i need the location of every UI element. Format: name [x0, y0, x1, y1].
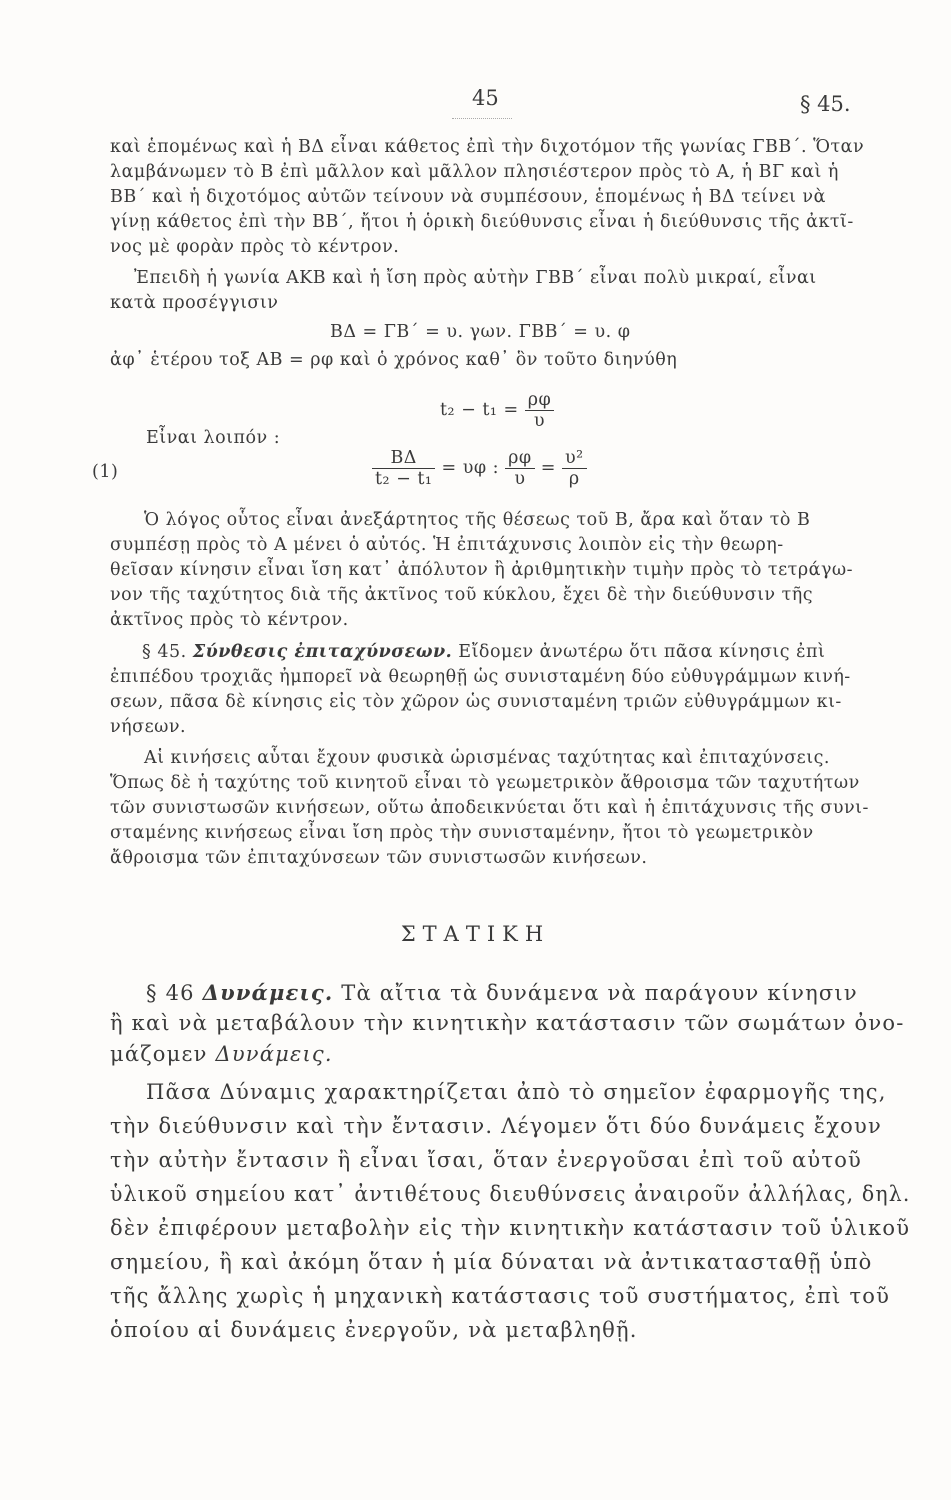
equation-label: (1): [92, 462, 119, 482]
page-number: 45: [472, 86, 499, 110]
term-italic: Δυνάμεις.: [215, 1042, 333, 1066]
text-line: τῆς ἄλλης χωρὶς ἡ μηχανικὴ κατάστασις τοῦ συστήματος, ἐπὶ τοῦ: [110, 1284, 891, 1308]
fraction: [525, 390, 555, 431]
text-line: τὴν αὐτὴν ἔντασιν ἢ εἶναι ἴσαι, ὅταν ἐνεργοῦσαι ἐπὶ τοῦ αὐτοῦ: [110, 1148, 863, 1172]
text-line: γίνῃ κάθετος ἐπὶ τὴν ΒΒ΄, ἤτοι ἡ ὁρικὴ διεύθυνσις εἶναι ἡ διεύθυνσις τῆς ἀκτῖ-: [110, 212, 854, 232]
text-line: ἄθροισμα τῶν ἐπιταχύνσεων τῶν συνιστωσῶν κινήσεων.: [110, 848, 648, 868]
text-line: δὲν ἐπιφέρουν μεταβολὴν εἰς τὴν κινητικὴν κατάστασιν τοῦ ὑλικοῦ: [110, 1216, 911, 1240]
text-line: ἐπιπέδου τροχιᾶς ἠμπορεῖ νὰ θεωρηθῇ ὡς συνισταμένη δύο εὐθυγράμμων κινή-: [110, 667, 851, 687]
fraction-numerator: ρφ: [505, 448, 535, 469]
text-line: νήσεων.: [110, 717, 187, 737]
text-line: καὶ ἑπομένως καὶ ἡ ΒΔ εἶναι κάθετος ἐπὶ τὴν διχοτόμον τῆς γωνίας ΓΒΒ΄. Ὅταν: [110, 137, 865, 157]
section-46-first-line: [146, 980, 858, 1005]
equation-operator: =: [540, 458, 556, 478]
equation-2: [440, 390, 554, 431]
fraction-denominator: t₂ − t₁: [375, 469, 433, 489]
section-number: § 45.: [142, 642, 187, 662]
text-line: τὴν διεύθυνσιν καὶ τὴν ἔντασιν. Λέγομεν ὅτι δύο δυνάμεις ἔχουν: [110, 1114, 882, 1138]
section-title: Δυνάμεις.: [202, 980, 334, 1005]
text-line: Ὁ λόγος οὗτος εἶναι ἀνεξάρτητος τῆς θέσεως τοῦ Β, ἄρα καὶ ὅταν τὸ Β: [144, 510, 811, 530]
equation-operator: = υφ :: [441, 458, 500, 478]
text-span: Εἴδομεν ἀνωτέρω ὅτι πᾶσα κίνησις ἐπὶ: [458, 642, 826, 662]
text-line: λαμβάνωμεν τὸ Β ἐπὶ μᾶλλον καὶ μᾶλλον πλησιέστερον πρὸς τὸ Α, ἡ ΒΓ καὶ ἡ: [110, 162, 839, 182]
text-line: σημείου, ἢ καὶ ἀκόμη ὅταν ἡ μία δύναται νὰ ἀντικατασταθῇ ὑπὸ: [110, 1250, 873, 1274]
text-line: Εἶναι λοιπόν :: [146, 428, 281, 448]
text-line: συμπέσῃ πρὸς τὸ Α μένει ὁ αὐτός. Ἡ ἐπιτάχυνσις λοιπὸν εἰς τὴν θεωρη-: [110, 535, 784, 555]
chapter-heading: ΣΤΑΤΙΚΗ: [400, 922, 551, 946]
text-line: σεων, πᾶσα δὲ κίνησις εἰς τὸν χῶρον ὡς συνισταμένη τριῶν εὐθυγράμμων κι-: [110, 692, 842, 712]
text-line: ὑλικοῦ σημείου κατ᾽ ἀντιθέτους διευθύνσεις ἀναιροῦν ἀλλήλας, δηλ.: [110, 1182, 911, 1206]
fraction-numerator: ΒΔ: [372, 448, 435, 469]
text-line: σταμένης κινήσεως εἶναι ἴση πρὸς τὴν συνισταμένην, ἤτοι τὸ γεωμετρικὸν: [110, 823, 814, 843]
text-span: μάζομεν: [110, 1042, 208, 1066]
text-line: θεῖσαν κίνησιν εἶναι ἴση κατ᾽ ἀπόλυτον ἢ ἀριθμητικὴν τιμὴν πρὸς τὸ τετράγω-: [110, 560, 854, 580]
fraction: [505, 448, 535, 489]
text-line: Αἱ κινήσεις αὗται ἔχουν φυσικὰ ὡρισμένας ταχύτητας καὶ ἐπιταχύνσεις.: [144, 748, 830, 768]
equation-2-lhs: t₂ − t₁ =: [440, 400, 519, 420]
text-span: Τὰ αἴτια τὰ δυνάμενα νὰ παράγουν κίνησιν: [341, 981, 858, 1005]
fraction-numerator: ρφ: [525, 390, 555, 411]
text-line: Ὅπως δὲ ἡ ταχύτης τοῦ κινητοῦ εἶναι τὸ γεωμετρικὸν ἄθροισμα τῶν ταχυτήτων: [110, 773, 860, 793]
text-line: κατὰ προσέγγισιν: [110, 293, 279, 313]
fraction-denominator: υ: [514, 469, 526, 489]
fraction-denominator: υ: [533, 411, 546, 431]
section-45-first-line: [142, 642, 825, 662]
fraction-denominator: ρ: [568, 469, 580, 489]
section-number: § 46: [146, 981, 195, 1005]
text-line: ὁποίου αἱ δυνάμεις ἐνεργοῦν, νὰ μεταβληθῇ.: [110, 1318, 638, 1342]
text-line: τῶν συνιστωσῶν κινήσεων, οὕτω ἀποδεικνύεται ὅτι καὶ ἡ ἐπιτάχυνσις τῆς συνι-: [110, 798, 869, 818]
text-line: ἀκτῖνος πρὸς τὸ κέντρον.: [110, 610, 349, 630]
equation-3: [372, 448, 587, 489]
text-line: ΒΒ΄ καὶ ἡ διχοτόμος αὐτῶν τείνουν νὰ συμπέσουν, ἑπομένως ἡ ΒΔ τείνει νὰ: [110, 187, 826, 207]
equation-1: ΒΔ = ΓΒ΄ = υ. γων. ΓΒΒ΄ = υ. φ: [330, 322, 631, 342]
text-line: Ἐπειδὴ ἡ γωνία ΑΚΒ καὶ ἡ ἴση πρὸς αὐτὴν ΓΒΒ΄ εἶναι πολὺ μικραί, εἶναι: [134, 268, 817, 288]
fraction: [372, 448, 435, 489]
fraction-numerator: υ²: [562, 448, 587, 469]
section-marker: § 45.: [800, 92, 851, 116]
text-line: ἢ καὶ νὰ μεταβάλουν τὴν κινητικὴν κατάστασιν τῶν σωμάτων ὀνο-: [110, 1011, 905, 1035]
text-line: Πᾶσα Δύναμις χαρακτηρίζεται ἀπὸ τὸ σημεῖον ἐφαρμογῆς της,: [146, 1080, 887, 1104]
fraction: [562, 448, 587, 489]
text-line: νον τῆς ταχύτητος διὰ τῆς ἀκτῖνος τοῦ κύκλου, ἔχει δὲ τὴν διεύθυνσιν τῆς: [110, 585, 814, 605]
section-title: Σύνθεσις ἐπιταχύνσεων.: [192, 642, 453, 662]
text-line: [110, 1042, 333, 1066]
header-divider: [452, 118, 512, 119]
text-line: ἀφ᾽ ἑτέρου τοξ ΑΒ = ρφ καὶ ὁ χρόνος καθ᾽ ὃν τοῦτο διηνύθη: [110, 350, 678, 370]
text-line: νος μὲ φορὰν πρὸς τὸ κέντρον.: [110, 237, 400, 257]
